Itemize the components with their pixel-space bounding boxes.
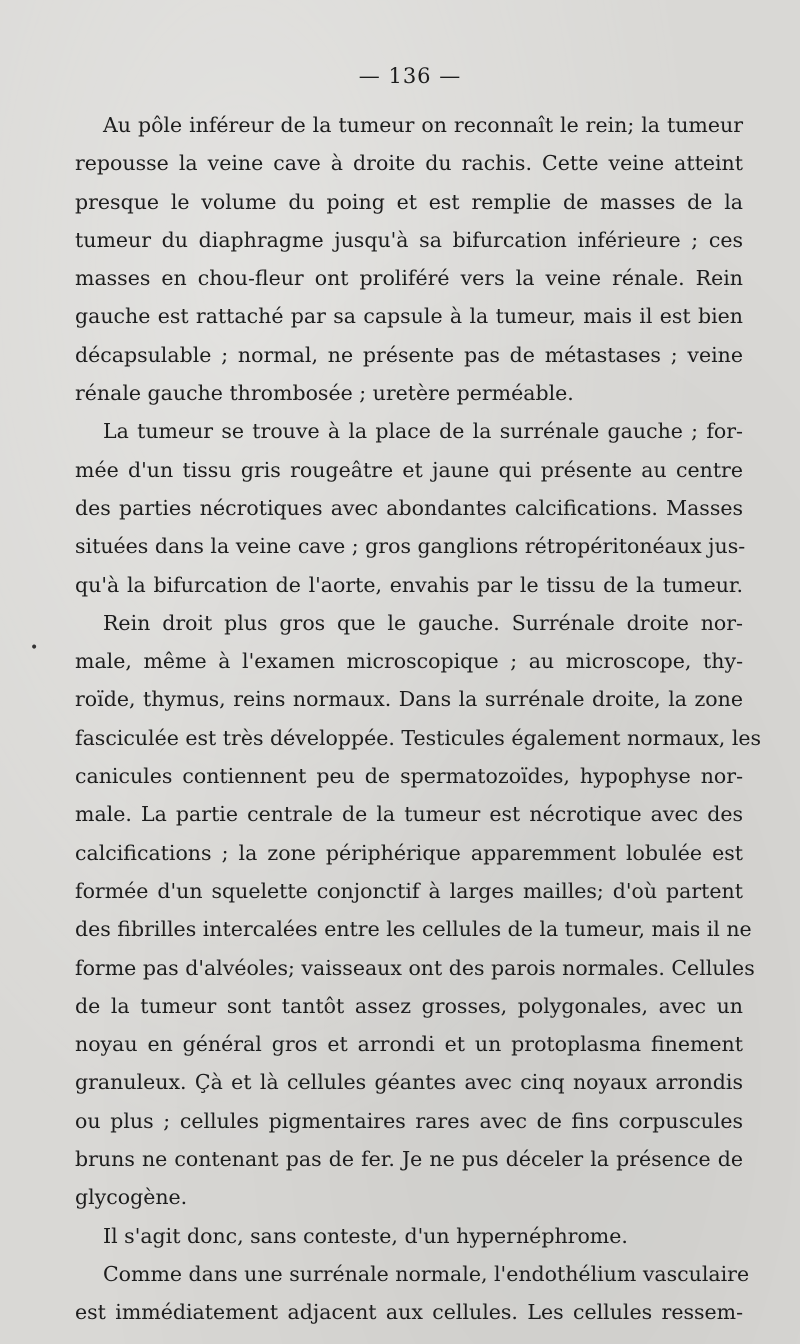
text-line: Il s'agit donc, sans conteste, d'un hypernéphrome. xyxy=(103,1223,628,1248)
text-line: gauche est rattaché par sa capsule à la tumeur, mais il est bien xyxy=(75,304,743,329)
text-line: tumeur du diaphragme jusqu'à sa bifurcation inférieure ; ces xyxy=(75,227,743,252)
text-line: Comme dans une surrénale normale, l'endothélium vasculaire xyxy=(103,1261,750,1286)
text-line: décapsulable ; normal, ne présente pas de métastases ; veine xyxy=(75,342,743,367)
text-line: bruns ne contenant pas de fer. Je ne pus déceler la présence de xyxy=(75,1147,743,1172)
text-line: male, même à l'examen microscopique ; au microscope, thy- xyxy=(75,649,743,674)
text-line: granuleux. Çà et là cellules géantes avec cinq noyaux arrondis xyxy=(75,1070,743,1095)
text-line: calcifications ; la zone périphérique apparemment lobulée est xyxy=(75,840,743,865)
text-line: masses en chou-fleur ont proliféré vers la veine rénale. Rein xyxy=(75,266,743,291)
text-line: La tumeur se trouve à la place de la surrénale gauche ; for- xyxy=(103,419,743,444)
text-line: des parties nécrotiques avec abondantes calcifications. Masses xyxy=(75,495,743,520)
text-line: de la tumeur sont tantôt assez grosses, polygonales, avec un xyxy=(75,993,743,1018)
text-line: est immédiatement adjacent aux cellules. Les cellules ressem- xyxy=(75,1300,743,1325)
text-line: canicules contiennent peu de spermatozoïdes, hypophyse nor- xyxy=(75,764,743,789)
text-line: roïde, thymus, reins normaux. Dans la surrénale droite, la zone xyxy=(75,687,743,712)
margin-mark: • xyxy=(30,640,39,656)
text-line: Rein droit plus gros que le gauche. Surrénale droite nor- xyxy=(103,610,743,635)
text-line: ou plus ; cellules pigmentaires rares avec de fins corpuscules xyxy=(75,1108,743,1133)
text-line: situées dans la veine cave ; gros ganglions rétropéritonéaux jus- xyxy=(75,534,746,559)
text-line: Au pôle inféreur de la tumeur on reconnaît le rein; la tumeur xyxy=(103,113,743,137)
text-line: mée d'un tissu gris rougeâtre et jaune qui présente au centre xyxy=(75,457,743,482)
text-line: formée d'un squelette conjonctif à larges mailles; d'où partent xyxy=(75,878,743,903)
text-line: des fibrilles intercalées entre les cellules de la tumeur, mais il ne xyxy=(75,917,752,942)
text-line: forme pas d'alvéoles; vaisseaux ont des parois normales. Cellules xyxy=(75,955,755,980)
text-line: glycogène. xyxy=(75,1185,188,1210)
text-line: presque le volume du poing et est remplie de masses de la xyxy=(75,189,743,214)
text-line: qu'à la bifurcation de l'aorte, envahis par le tissu de la tumeur. xyxy=(75,572,743,597)
body-text xyxy=(75,106,762,1332)
page-number: — 136 — xyxy=(358,64,462,88)
text-line: noyau en général gros et arrondi et un protoplasma finement xyxy=(75,1032,743,1057)
text-line: repousse la veine cave à droite du rachis. Cette veine atteint xyxy=(75,151,743,176)
text-line: fasciculée est très développée. Testicules également normaux, les xyxy=(75,725,762,750)
text-line: male. La partie centrale de la tumeur est nécrotique avec des xyxy=(75,802,743,827)
text-line: rénale gauche thrombosée ; uretère perméable. xyxy=(75,381,574,406)
